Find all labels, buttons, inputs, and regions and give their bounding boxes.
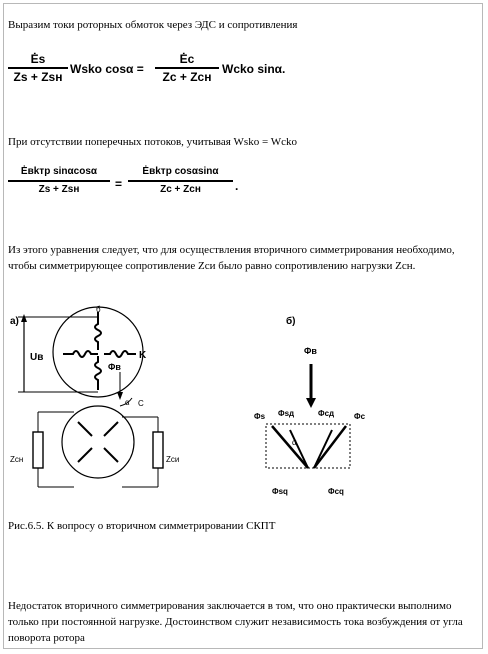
projection-box: [266, 424, 350, 468]
k-label: K: [139, 350, 147, 361]
resistor-zsi: [153, 432, 163, 468]
panel-label-a: а): [10, 316, 19, 327]
fraction-bar: [155, 67, 219, 69]
fraction-left: [8, 165, 110, 197]
zsn-label: Zсн: [10, 455, 24, 464]
u-label: Uв: [30, 352, 44, 363]
alpha-label: α: [292, 438, 297, 447]
denominator: Zs + Zsн: [13, 70, 63, 84]
numerator: Ės: [30, 52, 46, 66]
denominator: Zc + Zcн: [160, 184, 201, 195]
phi-cq-label: Φcq: [328, 487, 344, 496]
phi-s-label: Φs: [254, 412, 266, 421]
numerator: Ėc: [179, 52, 195, 66]
paragraph-conclusion: Из этого уравнения следует, что для осуществления вторичного симметрирования необходимо, чтобы симметрирующее сопротивление Zси было равно сопротивлению нагрузки Zсн.: [8, 244, 455, 272]
denominator: Zs + Zsн: [38, 184, 80, 195]
fraction-left: [8, 52, 68, 84]
figure-b-drawing: [250, 302, 370, 502]
arrow-head: [117, 392, 123, 400]
phi-label: Φв: [108, 362, 121, 372]
figure-a: [8, 302, 188, 502]
fraction-bar: [8, 180, 110, 182]
b-label: б: [96, 305, 101, 314]
paragraph-condition: При отсутствии поперечных потоков, учитывая Wsko = Wcko: [8, 136, 297, 148]
phi-sd-label: Φsд: [278, 409, 295, 418]
winding-right: [104, 351, 136, 357]
paragraph-intro: Выразим токи роторных обмоток через ЭДС и сопротивления: [8, 19, 298, 31]
winding-bottom: [95, 356, 101, 390]
formula-1: [8, 52, 308, 96]
arrow-head: [306, 398, 316, 408]
rotor-windings: [78, 422, 118, 462]
alpha-label: α: [125, 398, 130, 407]
phi-cd-label: Φcд: [318, 409, 335, 418]
phi-b-label: Φв: [304, 346, 317, 356]
arrow-head: [21, 314, 27, 322]
figure-caption: Рис.6.5. К вопросу о вторичном симметрировании СКПТ: [8, 520, 276, 532]
fraction-bar: [8, 67, 68, 69]
formula-2: [8, 165, 248, 209]
fraction-right: [128, 165, 233, 197]
fraction-right: [155, 52, 219, 84]
winding-left: [63, 351, 98, 357]
numerator: Ėвkтр sinαcosα: [20, 166, 98, 177]
equals-sign: =: [115, 177, 123, 191]
phi-c-label: Φc: [354, 412, 366, 421]
winding-top: [95, 312, 101, 350]
fraction-bar: [128, 180, 233, 182]
period: .: [235, 179, 239, 193]
denominator: Zc + Zcн: [162, 70, 212, 84]
numerator: Ėвkтр cosαsinα: [142, 166, 219, 177]
factor-left: Wsko cosα =: [70, 62, 144, 76]
paragraph-disadvantage: Недостаток вторичного симметрирования заключается в том, что оно практически выполнимо только при постоянной нагрузке. Достоинством служит независимость тока возбуждения от угла поворота ротора: [8, 600, 463, 644]
resistor-zsn: [33, 432, 43, 468]
figure-b: [250, 302, 370, 502]
c-label: C: [138, 399, 144, 408]
factor-right: Wcko sinα.: [222, 62, 286, 76]
zsi-label: Zси: [166, 455, 180, 464]
phi-sq-label: Φsq: [272, 487, 288, 496]
panel-label-b: б): [286, 316, 296, 327]
figure-a-drawing: [8, 302, 188, 502]
